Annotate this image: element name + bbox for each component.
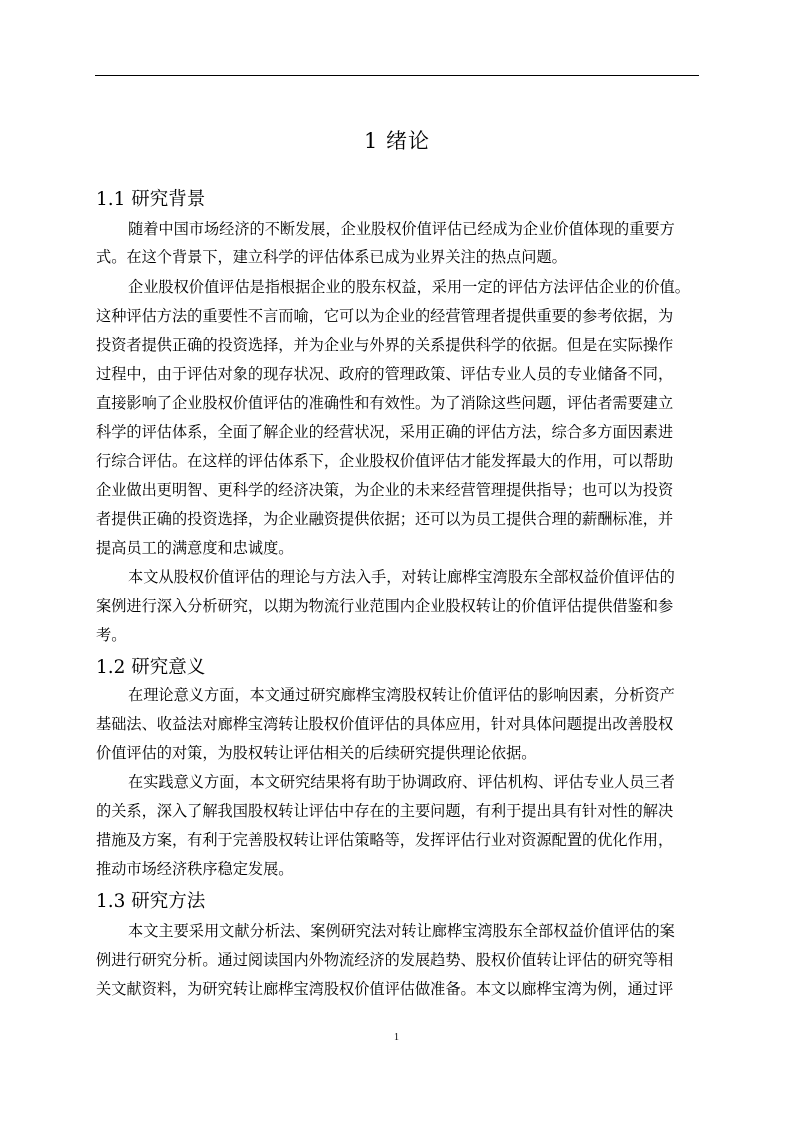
paragraph-line: 本文从股权价值评估的理论与方法入手，对转让廊桦宝湾股东全部权益价值评估的 (128, 568, 675, 586)
section-heading-1-2: 1.2 研究意义 (96, 657, 206, 678)
paragraph-line: 基础法、收益法对廊桦宝湾转让股权价值评估的具体应用，针对具体问题提出改善股权 (96, 715, 674, 733)
section-heading-1-1: 1.1 研究背景 (96, 189, 206, 210)
header-rule (95, 75, 699, 76)
paragraph-line: 企业股权价值评估是指根据企业的股东权益，采用一定的评估方法评估企业的价值。 (128, 278, 690, 296)
paragraph-line: 措施及方案，有利于完善股权转让评估策略等，发挥评估行业对资源配置的优化作用， (96, 831, 674, 849)
paragraph-line: 这种评估方法的重要性不言而喻，它可以为企业的经营管理者提供重要的参考依据，为 (96, 307, 674, 325)
paragraph-line: 关文献资料，为研究转让廊桦宝湾股权价值评估做准备。本文以廊桦宝湾为例，通过评 (96, 980, 674, 998)
paragraph-line: 式。在这个背景下，建立科学的评估体系已成为业界关注的热点问题。 (96, 248, 567, 266)
paragraph-line: 例进行研究分析。通过阅读国内外物流经济的发展趋势、股权价值转让评估的研究等相 (96, 951, 674, 969)
paragraph-line: 行综合评估。在这样的评估体系下，企业股权价值评估才能发挥最大的作用，可以帮助 (96, 452, 674, 470)
paragraph-line: 价值评估的对策，为股权转让评估相关的后续研究提供理论依据。 (96, 744, 537, 762)
paragraph-line: 案例进行深入分析研究，以期为物流行业范围内企业股权转让的价值评估提供借鉴和参 (96, 597, 674, 615)
paragraph-line: 考。 (96, 626, 127, 644)
paragraph-line: 提高员工的满意度和忠诚度。 (96, 539, 294, 557)
paragraph-line: 推动市场经济秩序稳定发展。 (96, 860, 294, 878)
paragraph-line: 在理论意义方面，本文通过研究廊桦宝湾股权转让价值评估的影响因素，分析资产 (128, 686, 675, 704)
paragraph-line: 随着中国市场经济的不断发展，企业股权价值评估已经成为企业价值体现的重要方 (128, 220, 675, 238)
page-number: 1 (394, 1032, 399, 1043)
paragraph-line: 科学的评估体系，全面了解企业的经营状况，采用正确的评估方法，综合多方面因素进 (96, 423, 674, 441)
section-heading-1-3: 1.3 研究方法 (96, 891, 206, 912)
paragraph-line: 在实践意义方面，本文研究结果将有助于协调政府、评估机构、评估专业人员三者 (128, 773, 675, 791)
paragraph-line: 投资者提供正确的投资选择，并为企业与外界的关系提供科学的依据。但是在实际操作 (96, 336, 674, 354)
paragraph-line: 本文主要采用文献分析法、案例研究法对转让廊桦宝湾股东全部权益价值评估的案 (128, 922, 675, 940)
paragraph-line: 企业做出更明智、更科学的经济决策，为企业的未来经营管理提供指导；也可以为投资 (96, 481, 674, 499)
paragraph-line: 者提供正确的投资选择，为企业融资提供依据；还可以为员工提供合理的薪酬标准，并 (96, 510, 674, 528)
paragraph-line: 过程中，由于评估对象的现存状况、政府的管理政策、评估专业人员的专业储备不同， (96, 365, 674, 383)
paragraph-line: 直接影响了企业股权价值评估的准确性和有效性。为了消除这些问题，评估者需要建立 (96, 394, 674, 412)
paragraph-line: 的关系，深入了解我国股权转让评估中存在的主要问题，有利于提出具有针对性的解决 (96, 802, 674, 820)
chapter-title: 1 绪论 (363, 129, 431, 153)
